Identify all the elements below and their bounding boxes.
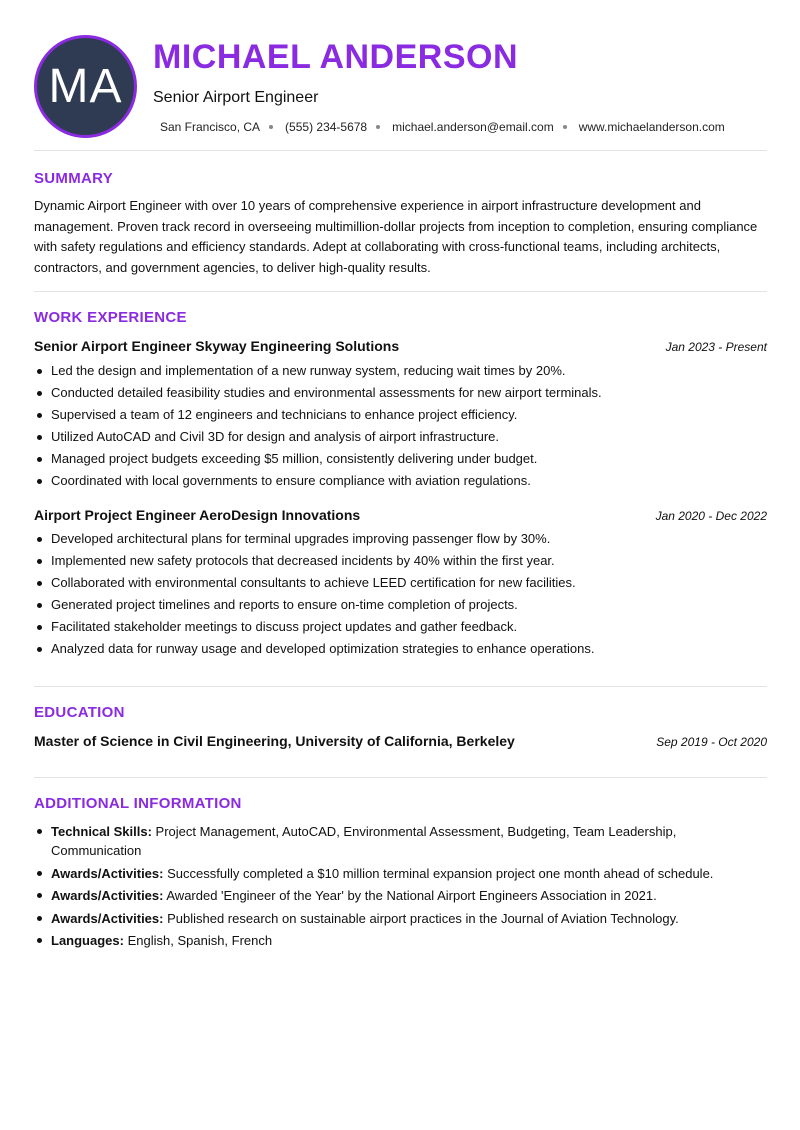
candidate-name: MICHAEL ANDERSON [153, 38, 519, 76]
item-label: Technical Skills: [51, 824, 152, 839]
list-item: Collaborated with environmental consultants to achieve LEED certification for new facilities. [34, 574, 767, 596]
additional-heading: ADDITIONAL INFORMATION [34, 795, 242, 812]
item-label: Awards/Activities: [51, 910, 164, 926]
education-dates: Sep 2019 - Oct 2020 [656, 735, 767, 749]
summary-text: Dynamic Airport Engineer with over 10 years of comprehensive experience in airport infrastructure development and management. Proven track record in overseeing multimillion-dollar projects from inception to completion, ensuring compliance with safety regulations and efficiency standards. Adept at collaborating with cross-functional teams, including architects, contractors, and government agencies, to deliver high-quality results. [34, 198, 758, 275]
list-item: Utilized AutoCAD and Civil 3D for design and analysis of airport infrastructure. [34, 428, 767, 450]
item-text: Project Management, AutoCAD, Environmental Assessment, Budgeting, Team Leadership, Communication [51, 824, 677, 858]
resume-header [0, 0, 800, 150]
item-text: Awarded 'Engineer of the Year' by the National Airport Engineers Association in 2021. [166, 888, 657, 903]
job-title: Senior Airport Engineer Skyway Engineering Solutions [34, 338, 400, 354]
job-title: Airport Project Engineer AeroDesign Innovations [34, 507, 361, 523]
section-divider [34, 150, 767, 151]
item-label: Awards/Activities: [51, 865, 164, 881]
experience-heading: WORK EXPERIENCE [34, 309, 187, 326]
list-item [34, 822, 767, 860]
item-text: Successfully completed a $10 million terminal expansion project one month ahead of schedule. [167, 865, 714, 881]
separator-dot [269, 125, 273, 129]
item-label: Languages: [51, 933, 124, 948]
job-dates: Jan 2020 - Dec 2022 [655, 509, 767, 523]
contact-line [160, 120, 725, 134]
list-item: Generated project timelines and reports to ensure on-time completion of projects. [34, 596, 767, 618]
education-heading: EDUCATION [34, 704, 125, 721]
list-item: Led the design and implementation of a new runway system, reducing wait times by 20%. [34, 362, 767, 384]
job-bullets [34, 362, 767, 494]
contact-email[interactable]: michael.anderson@email.com [392, 120, 554, 134]
list-item: Facilitated stakeholder meetings to discuss project updates and gather feedback. [34, 618, 767, 640]
list-item [34, 909, 767, 928]
job-header [34, 338, 767, 356]
list-item [34, 864, 767, 883]
list-item: Coordinated with local governments to ensure compliance with aviation regulations. [34, 472, 767, 494]
degree-title: Master of Science in Civil Engineering, University of California, Berkeley [34, 733, 515, 749]
separator-dot [563, 125, 567, 129]
separator-dot [376, 125, 380, 129]
section-divider [34, 291, 767, 292]
additional-list [34, 822, 767, 954]
list-item: Implemented new safety protocols that decreased incidents by 40% within the first year. [34, 552, 767, 574]
list-item [34, 931, 767, 950]
contact-website[interactable]: www.michaelanderson.com [578, 120, 725, 134]
item-label: Awards/Activities: [51, 888, 164, 903]
job-dates: Jan 2023 - Present [665, 340, 767, 354]
item-text: Published research on sustainable airport practices in the Journal of Aviation Technology. [167, 910, 679, 926]
avatar-initials: MA [48, 60, 123, 113]
list-item: Supervised a team of 12 engineers and technicians to enhance project efficiency. [34, 406, 767, 428]
contact-phone: (555) 234-5678 [285, 120, 368, 134]
education-entry [34, 733, 767, 751]
list-item: Developed architectural plans for terminal upgrades improving passenger flow by 30%. [34, 530, 767, 552]
section-divider [34, 686, 767, 687]
avatar [34, 35, 137, 138]
list-item: Analyzed data for runway usage and developed optimization strategies to enhance operations. [34, 640, 767, 662]
contact-location: San Francisco, CA [160, 120, 261, 134]
job-bullets [34, 530, 767, 662]
list-item: Conducted detailed feasibility studies and environmental assessments for new airport terminals. [34, 384, 767, 406]
job-header [34, 507, 767, 525]
section-divider [34, 777, 767, 778]
list-item [34, 886, 767, 905]
item-text: English, Spanish, French [127, 933, 273, 948]
candidate-role: Senior Airport Engineer [153, 89, 319, 106]
list-item: Managed project budgets exceeding $5 million, consistently delivering under budget. [34, 450, 767, 472]
summary-heading: SUMMARY [34, 170, 114, 187]
